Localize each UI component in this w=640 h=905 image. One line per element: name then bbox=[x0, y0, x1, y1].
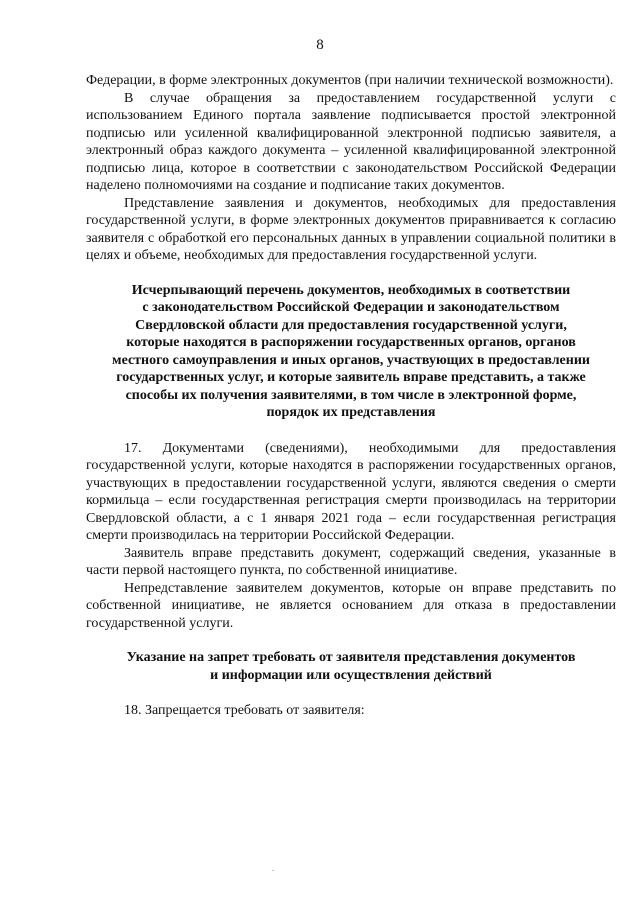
paragraph-non-submission: Непредставление заявителем документов, которые он вправе представить по собственной инициативе, не является основанием для отказа в предоставлении государственной услуги. bbox=[86, 580, 616, 631]
paragraph-item-18: 18. Запрещается требовать от заявителя: bbox=[124, 703, 365, 718]
heading-line: способы их получения заявителями, в том числе в электронной форме, bbox=[125, 387, 577, 403]
heading-line: государственных услуг, и которые заявитель вправе представить, а также bbox=[116, 370, 586, 385]
heading-line: с законодательством Российской Федерации и законодательством bbox=[142, 300, 560, 315]
paragraph-consent: Представление заявления и документов, необходимых для предоставления государственной услуги, в форме электронных документов приравнивается к согласию заявителя с обработкой его персональных данных в управлении социальной политики в целях и объеме, необходимых для предоставления государственной услуги. bbox=[86, 195, 616, 263]
heading-line: Указание на запрет требовать от заявителя представления документов bbox=[126, 650, 576, 665]
paragraph-own-initiative: Заявитель вправе представить документ, содержащий сведения, указанные в части первой настоящего пункта, по собственной инициативе. bbox=[86, 545, 616, 578]
heading-line: порядок их представления bbox=[266, 405, 436, 420]
paragraph-item-17: 17. Документами (сведениями), необходимыми для предоставления государственной услуги, которые находятся в распоряжении государственных органов, участвующих в предоставлении государственной услуги, являются сведения о смерти кормильца – если государственная регистрация смерти производилась на территории Свердловской области, а с 1 января 2021 года – если государственная регистрация смерти производилась на территории Российской Федерации. bbox=[86, 440, 616, 543]
section-heading-documents bbox=[86, 282, 616, 422]
footer-mark: . bbox=[272, 863, 275, 873]
document-body bbox=[86, 72, 616, 720]
heading-line: Свердловской области для предоставления государственной услуги, bbox=[135, 317, 567, 333]
heading-line: Исчерпывающий перечень документов, необходимых в соответствии bbox=[131, 282, 571, 298]
page-number: 8 bbox=[316, 37, 324, 53]
heading-line: местного самоуправления и иных органов, участвующих в предоставлении bbox=[112, 352, 590, 368]
heading-line: которые находятся в распоряжении государственных органов, органов bbox=[126, 335, 576, 350]
heading-line: и информации или осуществления действий bbox=[210, 667, 492, 683]
paragraph-unified-portal: В случае обращения за предоставлением государственной услуги с использованием Единого портала заявление подписывается простой электронной подписью или усиленной квалифицированной электронной подписью заявителя, а электронный образ каждого документа – усиленной квалифицированной электронной подписью лица, которое в соответствии с законодательством Российской Федерации наделено полномочиями на создание и подписание таких документов. bbox=[86, 90, 616, 193]
paragraph-continuation: Федерации, в форме электронных документов (при наличии технической возможности). bbox=[86, 73, 614, 88]
section-heading-prohibition bbox=[86, 649, 616, 684]
